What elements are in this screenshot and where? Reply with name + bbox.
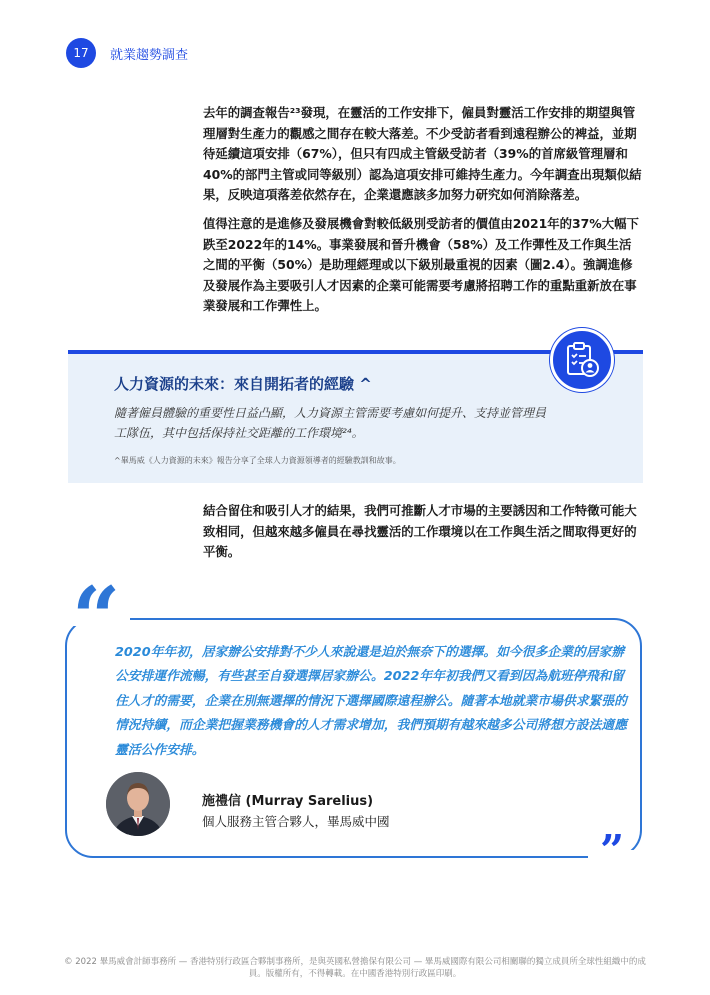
body-paragraph: 結合留住和吸引人才的結果，我們可推斷人才市場的主要誘因和工作特徵可能大致相同，但越來越多僱員在尋找靈活的工作環境以在工作與生活之間取得更好的平衡。	[203, 503, 637, 559]
panel-title: 人力資源的未來：來自開拓者的經驗 ^	[114, 375, 372, 393]
speaker-name: 施禮信 (Murray Sarelius)	[202, 794, 374, 809]
speaker-role: 個人服務主管合夥人，畢馬威中國	[202, 814, 390, 829]
close-quote-mark: ”	[600, 826, 625, 875]
quote-text: 2020年年初，居家辦公安排對不少人來說還是迫於無奈下的選擇。如今很多企業的居家辦公安排運作流暢，有些甚至自發選擇居家辦公。2022年年初我們又看到因為航班停飛和留住人才的需要，企業在別無選擇的情況下選擇國際遠程辦公。隨著本地就業市場供求緊張的情況持續，而企業把握業務機會的人才需求增加，我們預期有越來越多公司將想方設法適應靈活公作安排。	[115, 645, 627, 758]
open-quote-mark: “	[72, 568, 121, 667]
body-paragraph: 去年的調查報告²³發現，在靈活的工作安排下，僱員對靈活工作安排的期望與管理層對生產力的觀感之間存在較大落差。不少受訪者看到遠程辦公的裨益，並期待延續這項安排（67%），但只有四成主管級受訪者（39%的首席級管理層和40%的部門主管或同等級別）認為這項安排可維持生產力。今年調查出現類似結果，反映這項落差依然存在，企業還應該多加努力研究如何消除落差。	[203, 105, 642, 202]
checklist-person-icon	[550, 328, 614, 392]
panel-footnote: ^畢馬威《人力資源的未來》報告分享了全球人力資源領導者的經驗教訓和故事。	[114, 456, 401, 465]
avatar	[106, 772, 170, 836]
page-number: 17	[66, 38, 96, 68]
body-paragraph: 值得注意的是進修及發展機會對較低級別受訪者的價值由2021年的37%大幅下跌至2022年的14%。事業發展和晉升機會（58%）及工作彈性及工作與生活之間的平衡（50%）是助理經理或以下級別最重視的因素（圖2.4）。強調進修及發展作為主要吸引人才因素的企業可能需要考慮將招聘工作的重點重新放在事業發展和工作彈性上。	[203, 216, 639, 313]
footer-copyright: © 2022 畢馬威會計師事務所 — 香港特別行政區合夥制事務所，是與英國私營擔保有限公司 — 畢馬威國際有限公司相關聯的獨立成員所全球性組織中的成員。版權所有，不得轉載。在中國香港特別行政區印刷。	[64, 957, 646, 979]
panel-text: 隨著僱員體驗的重要性日益凸顯，人力資源主管需要考慮如何提升、支持並管理員工隊伍，其中包括保持社交距離的工作環境²⁴。	[114, 406, 547, 440]
running-title: 就業趨勢調查	[110, 48, 189, 63]
